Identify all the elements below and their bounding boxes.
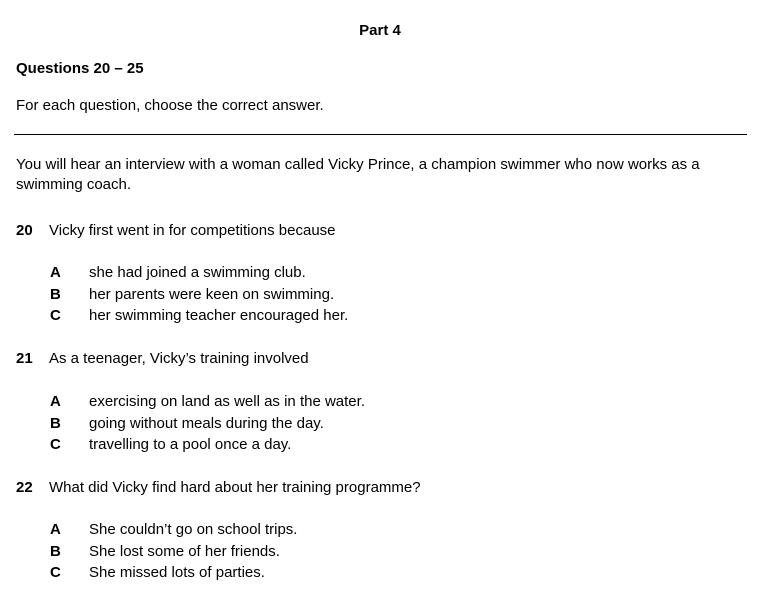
option-text: she had joined a swimming club. — [89, 264, 306, 281]
option-b[interactable] — [50, 284, 348, 306]
instruction-text: For each question, choose the correct answer. — [16, 97, 324, 114]
question-20 — [16, 222, 336, 239]
question-20-options — [50, 262, 348, 327]
option-c[interactable] — [50, 305, 348, 327]
part-title: Part 4 — [359, 22, 401, 39]
option-c[interactable] — [50, 434, 365, 456]
question-number: 20 — [16, 222, 33, 239]
option-text: She lost some of her friends. — [89, 542, 280, 560]
question-21-options — [50, 391, 365, 456]
question-21 — [16, 350, 309, 367]
question-text: As a teenager, Vicky’s training involved — [49, 350, 309, 367]
option-a[interactable] — [50, 262, 348, 284]
option-text: exercising on land as well as in the water. — [89, 393, 365, 410]
option-letter: A — [50, 393, 61, 410]
question-number: 22 — [16, 479, 33, 496]
option-a[interactable] — [50, 519, 297, 541]
question-text: What did Vicky find hard about her training programme? — [49, 479, 421, 496]
option-text: She couldn’t go on school trips. — [89, 521, 298, 538]
option-text: She missed lots of parties. — [89, 564, 265, 581]
context-text: You will hear an interview with a woman called Vicky Prince, a champion swimmer who now works as a swimming coach. — [16, 156, 700, 193]
option-letter: C — [50, 436, 61, 453]
question-22 — [16, 479, 421, 496]
questions-range-heading: Questions 20 – 25 — [16, 60, 144, 77]
option-letter: C — [50, 564, 61, 581]
option-letter: C — [50, 307, 61, 324]
option-text: going without meals during the day. — [89, 414, 324, 432]
question-number: 21 — [16, 350, 33, 367]
option-a[interactable] — [50, 391, 365, 413]
option-c[interactable] — [50, 562, 297, 584]
option-letter: B — [50, 542, 61, 560]
option-b[interactable] — [50, 413, 365, 435]
option-text: her swimming teacher encouraged her. — [89, 307, 349, 324]
option-letter: B — [50, 414, 61, 432]
option-letter: A — [50, 264, 61, 281]
divider — [14, 134, 747, 135]
option-text: travelling to a pool once a day. — [89, 436, 292, 453]
question-text: Vicky first went in for competitions because — [49, 222, 336, 239]
option-letter: A — [50, 521, 61, 538]
option-b[interactable] — [50, 541, 297, 563]
option-text: her parents were keen on swimming. — [89, 285, 335, 303]
option-letter: B — [50, 285, 61, 303]
question-22-options — [50, 519, 297, 584]
